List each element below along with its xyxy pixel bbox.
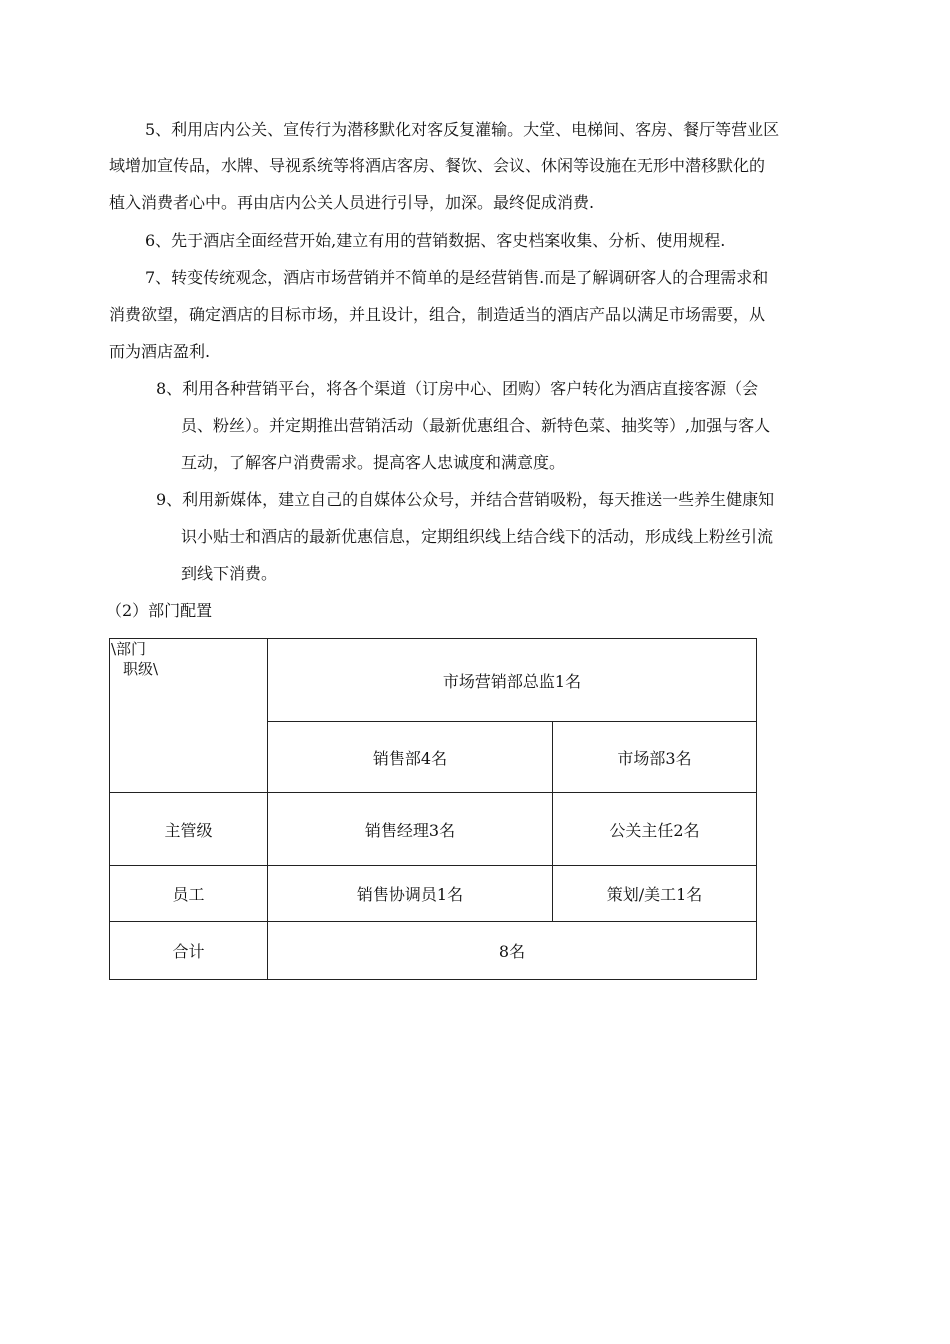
paragraph-8-line-2: 员、粉丝）。并定期推出营销活动（最新优惠组合、新特色菜、抽奖等）,加强与客人	[181, 416, 771, 435]
table-corner-header	[110, 639, 268, 793]
total-label-cell: 合计	[110, 922, 268, 980]
corner-label-department: \部门	[111, 640, 147, 658]
paragraph-7-line-1: 7、转变传统观念，酒店市场营销并不简单的是经营销售.而是了解调研客人的合理需求和	[145, 268, 769, 287]
paragraph-5-line-1: 5、利用店内公关、宣传行为潜移默化对客反复灌输。大堂、电梯间、客房、餐厅等营业区	[145, 120, 780, 139]
department-table	[109, 638, 757, 980]
paragraph-8-line-1: 8、利用各种营销平台，将各个渠道（订房中心、团购）客户转化为酒店直接客源（会	[156, 379, 759, 398]
table-total-row	[110, 922, 757, 980]
paragraph-6-line-1: 6、先于酒店全面经营开始,建立有用的营销数据、客史档案收集、分析、使用规程.	[145, 231, 726, 250]
paragraph-7-line-3: 而为酒店盈利.	[109, 342, 211, 361]
paragraph-7-line-2: 消费欲望，确定酒店的目标市场，并且设计，组合，制造适当的酒店产品以满足市场需要，从	[109, 305, 766, 324]
section-heading: （2）部门配置	[106, 601, 213, 620]
director-cell: 市场营销部总监1名	[268, 639, 757, 722]
paragraph-9-line-1: 9、利用新媒体，建立自己的自媒体公众号，并结合营销吸粉，每天推送一些养生健康知	[156, 490, 775, 509]
paragraph-9-line-3: 到线下消费。	[181, 564, 278, 583]
sales-dept-cell: 销售部4名	[268, 722, 553, 793]
paragraph-5-line-3: 植入消费者心中。再由店内公关人员进行引导，加深。最终促成消费.	[109, 193, 595, 212]
paragraph-5-line-2: 域增加宣传品，水牌、导视系统等将酒店客房、餐饮、会议、休闲等设施在无形中潜移默化的	[109, 156, 766, 175]
market-cell: 公关主任2名	[553, 793, 757, 866]
table-row	[110, 866, 757, 922]
corner-label-level: 职级\	[123, 660, 159, 678]
sales-cell: 销售协调员1名	[268, 866, 553, 922]
level-cell: 员工	[110, 866, 268, 922]
market-cell: 策划/美工1名	[553, 866, 757, 922]
market-dept-cell: 市场部3名	[553, 722, 757, 793]
sales-cell: 销售经理3名	[268, 793, 553, 866]
level-cell: 主管级	[110, 793, 268, 866]
paragraph-9-line-2: 识小贴士和酒店的最新优惠信息，定期组织线上结合线下的活动，形成线上粉丝引流	[181, 527, 774, 546]
table-row	[110, 793, 757, 866]
paragraph-8-line-3: 互动，了解客户消费需求。提高客人忠诚度和满意度。	[181, 453, 566, 472]
total-value-cell: 8名	[268, 922, 757, 980]
